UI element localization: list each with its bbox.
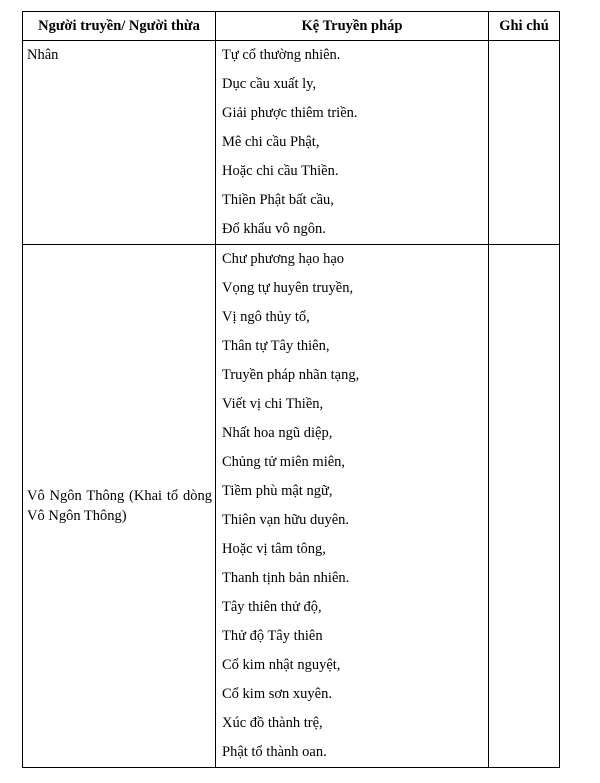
verse-line: Chư phương hạo hạo <box>222 251 345 267</box>
table-row <box>23 41 560 245</box>
verse-line: Dục cầu xuất ly, <box>222 76 317 92</box>
verse-line: Hoặc vị tâm tông, <box>222 541 326 557</box>
verse-cell <box>216 245 489 768</box>
person-cell: Vô Ngôn Thông (Khai tổ dòng Vô Ngôn Thông) <box>23 245 216 768</box>
person-cell: Nhân <box>23 41 216 245</box>
verse-line: Vọng tự huyên truyền, <box>222 280 354 296</box>
header-verse: Kệ Truyền pháp <box>216 12 489 41</box>
table-header-row <box>23 12 560 41</box>
verse-line: Thiên vạn hữu duyên. <box>222 512 350 528</box>
verse-line: Cổ kim sơn xuyên. <box>222 686 332 702</box>
verse-line: Xúc đồ thành trệ, <box>222 715 323 731</box>
dharma-transmission-table <box>22 11 560 768</box>
verse-line: Giải phược thiêm triền. <box>222 105 358 121</box>
verse-line: Truyền pháp nhãn tạng, <box>222 367 360 383</box>
verse-line: Thân tự Tây thiên, <box>222 338 330 354</box>
verse-line: Thanh tịnh bản nhiên. <box>222 570 350 586</box>
verse-line: Nhất hoa ngũ diệp, <box>222 425 333 441</box>
header-note: Ghi chú <box>489 12 560 41</box>
verse-cell <box>216 41 489 245</box>
note-cell <box>489 245 560 768</box>
verse-line: Vị ngô thủy tổ, <box>222 309 310 325</box>
header-transmitter: Người truyền/ Người thừa <box>23 12 216 41</box>
verse-line: Cổ kim nhật nguyệt, <box>222 657 341 673</box>
verse-line: Tiềm phù mật ngữ, <box>222 483 333 499</box>
verse-line: Chủng tử miên miên, <box>222 454 346 470</box>
table-row <box>23 245 560 768</box>
verse-line: Viết vị chi Thiền, <box>222 396 324 412</box>
verse-line: Thử độ Tây thiên <box>222 628 323 644</box>
verse-line: Hoặc chi cầu Thiền. <box>222 163 339 179</box>
verse-line: Phật tổ thành oan. <box>222 744 327 760</box>
verse-line: Đổ khẩu vô ngôn. <box>222 221 326 237</box>
verse-line: Tự cổ thường nhiên. <box>222 47 341 63</box>
verse-line: Mê chi cầu Phật, <box>222 134 320 150</box>
verse-line: Thiền Phật bất cầu, <box>222 192 334 208</box>
verse-line: Tây thiên thử độ, <box>222 599 322 615</box>
note-cell <box>489 41 560 245</box>
